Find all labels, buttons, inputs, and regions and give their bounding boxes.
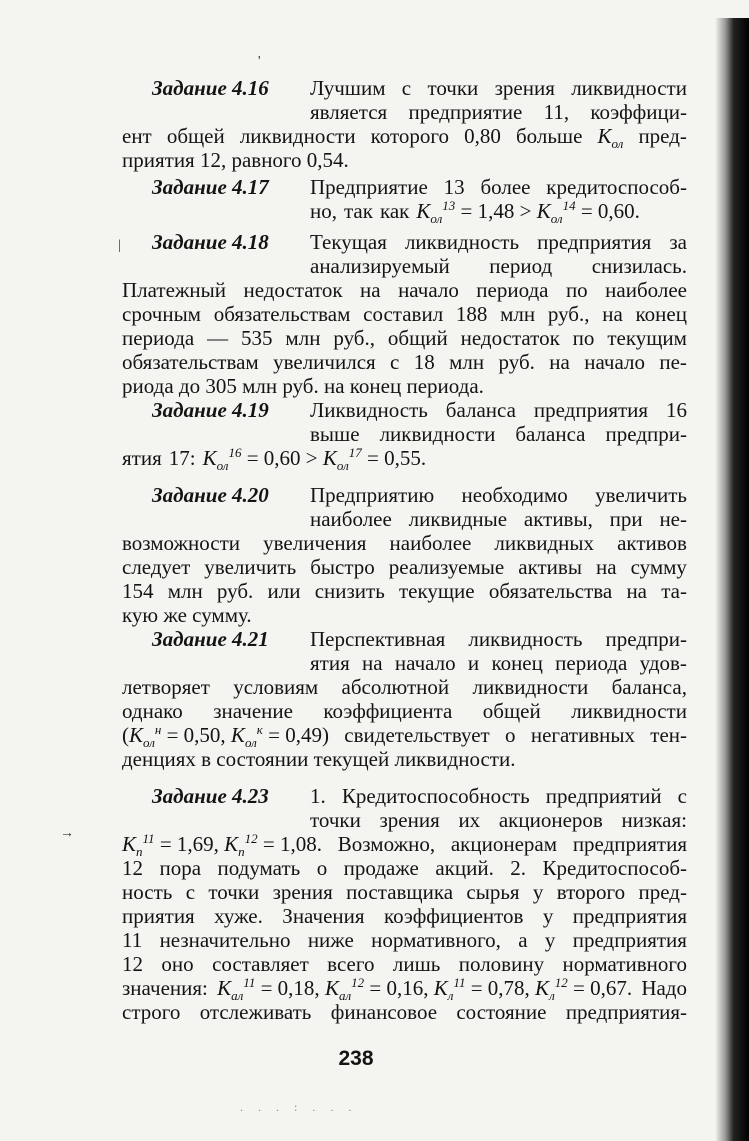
task-label: Задание 4.21 bbox=[152, 627, 269, 651]
formula-k-ol-16-17: $K_{ол}^{16} = 0,60 > K_{ол}^{17} = 0,55$. bbox=[202, 445, 427, 474]
text-line: ($K_{ол}^н = 0,50$, $K_{ол}^к = 0,49$) свидетельствует о негативных тен- bbox=[122, 722, 687, 751]
text-line: ность с точки зрения поставщика сырья у второго пред- bbox=[122, 880, 687, 904]
task-4-21 bbox=[122, 627, 687, 771]
task-4-20 bbox=[122, 483, 687, 627]
margin-mark: | bbox=[118, 238, 121, 253]
text-line: строго отслеживать финансовое состояние предприятия- bbox=[122, 1000, 687, 1024]
task-label: Задание 4.20 bbox=[152, 483, 269, 507]
text-line: Предприятие 13 более кредитоспособ- bbox=[310, 175, 687, 199]
text-line: возможности увеличения наиболее ликвидных активов bbox=[122, 531, 687, 555]
text-line: значения: $K_{ал}^{11} = 0,18$, $K_{ал}^{12} = 0,16$, $K_л^{11} = 0,78$, $K_л^{12} = 0,67$. Надо bbox=[122, 975, 687, 1004]
text-line: 12 пора подумать о продаже акций. 2. Кредитоспособ- bbox=[122, 856, 687, 880]
text-line: летворяет условиям абсолютной ликвидности баланса, bbox=[122, 675, 687, 699]
formula-k-al-l: $K_{ал}^{11} = 0,18$, $K_{ал}^{12} = 0,16$, $K_л^{11} = 0,78$, $K_л^{12} = 0,67$. bbox=[217, 975, 633, 1004]
text-line: 11 незначительно ниже нормативного, а у предприятия bbox=[122, 928, 687, 952]
text-line: Предприятию необходимо увеличить bbox=[310, 483, 687, 507]
task-4-23 bbox=[122, 784, 687, 1024]
task-label: Задание 4.23 bbox=[152, 784, 269, 808]
text-line: точки зрения их акционеров низкая: bbox=[310, 808, 687, 832]
text-line: риода до 305 млн руб. на конец периода. bbox=[122, 374, 484, 398]
text-line: Ликвидность баланса предприятия 16 bbox=[310, 398, 687, 422]
text-line: ент общей ликвидности которого 0,80 больше $K_{ол}$ пред- bbox=[122, 124, 687, 152]
text-line: денциях в состоянии текущей ликвидности. bbox=[122, 747, 516, 771]
text-line: приятия 12, равного 0,54. bbox=[122, 148, 349, 172]
text-line: ятия 17: $K_{ол}^{16} = 0,60 > K_{ол}^{17} = 0,55$. bbox=[122, 445, 427, 474]
text-line: выше ликвидности баланса предпри- bbox=[310, 422, 687, 446]
page-number: 238 bbox=[338, 1047, 374, 1070]
text-line: 154 млн руб. или снизить текущие обязательства на та- bbox=[122, 579, 687, 603]
text-line: приятия хуже. Значения коэффициентов у предприятия bbox=[122, 904, 687, 928]
task-4-16 bbox=[122, 76, 687, 172]
task-4-19 bbox=[122, 398, 687, 474]
text-line: следует увеличить быстро реализуемые активы на сумму bbox=[122, 555, 687, 579]
text-line: периода — 535 млн руб., общий недостаток по текущим bbox=[122, 326, 687, 350]
text-line: обязательствам увеличился с 18 млн руб. на начало пе- bbox=[122, 350, 687, 374]
formula-k-ol-n-k: ($K_{ол}^н = 0,50$, $K_{ол}^к = 0,49$) bbox=[122, 722, 329, 751]
task-label: Задание 4.17 bbox=[152, 175, 269, 199]
formula-k-ol-13-14: $K_{ол}^{13} = 1,48 > K_{ол}^{14} = 0,60$. bbox=[416, 198, 640, 227]
text-line: наиболее ликвидные активы, при не- bbox=[310, 507, 687, 531]
margin-mark: → bbox=[60, 826, 74, 841]
task-label: Задание 4.18 bbox=[152, 230, 269, 254]
text-line: анализируемый период снизилась. bbox=[310, 254, 687, 278]
text-line: однако значение коэффициента общей ликвидности bbox=[122, 699, 687, 723]
task-label: Задание 4.19 bbox=[152, 398, 269, 422]
task-4-17 bbox=[122, 175, 687, 227]
margin-mark: ' bbox=[258, 54, 261, 69]
scan-noise: . . . : . . . bbox=[240, 1100, 358, 1114]
text-line: срочным обязательствам составил 188 млн руб., на конец bbox=[122, 302, 687, 326]
text-line: Платежный недостаток на начало периода по наиболее bbox=[122, 278, 687, 302]
text-line: ятия на начало и конец периода удов- bbox=[310, 651, 687, 675]
text-line: $K_п^{11} = 1,69$, $K_п^{12} = 1,08$. Возможно, акционерам предприятия bbox=[122, 831, 687, 860]
formula-k-p: $K_п^{11} = 1,69$, $K_п^{12} = 1,08$. bbox=[122, 831, 323, 860]
task-4-18 bbox=[122, 230, 687, 398]
text-line: является предприятие 11, коэффици- bbox=[310, 100, 687, 124]
task-label: Задание 4.16 bbox=[152, 76, 269, 100]
text-line: Текущая ликвидность предприятия за bbox=[310, 230, 687, 254]
scan-page-edge bbox=[715, 18, 749, 1141]
text-line: Перспективная ликвидность предпри- bbox=[310, 627, 687, 651]
text-line: 1. Кредитоспособность предприятий с bbox=[310, 784, 687, 808]
formula-k-ol: $K_{ол}$ bbox=[597, 124, 624, 152]
text-line: 12 оно составляет всего лишь половину нормативного bbox=[122, 952, 687, 976]
text-line: но, так как $K_{ол}^{13} = 1,48 > K_{ол}^{14} = 0,60$. bbox=[310, 198, 640, 227]
text-line: Лучшим с точки зрения ликвидности bbox=[310, 76, 687, 100]
text-line: кую же сумму. bbox=[122, 603, 252, 627]
